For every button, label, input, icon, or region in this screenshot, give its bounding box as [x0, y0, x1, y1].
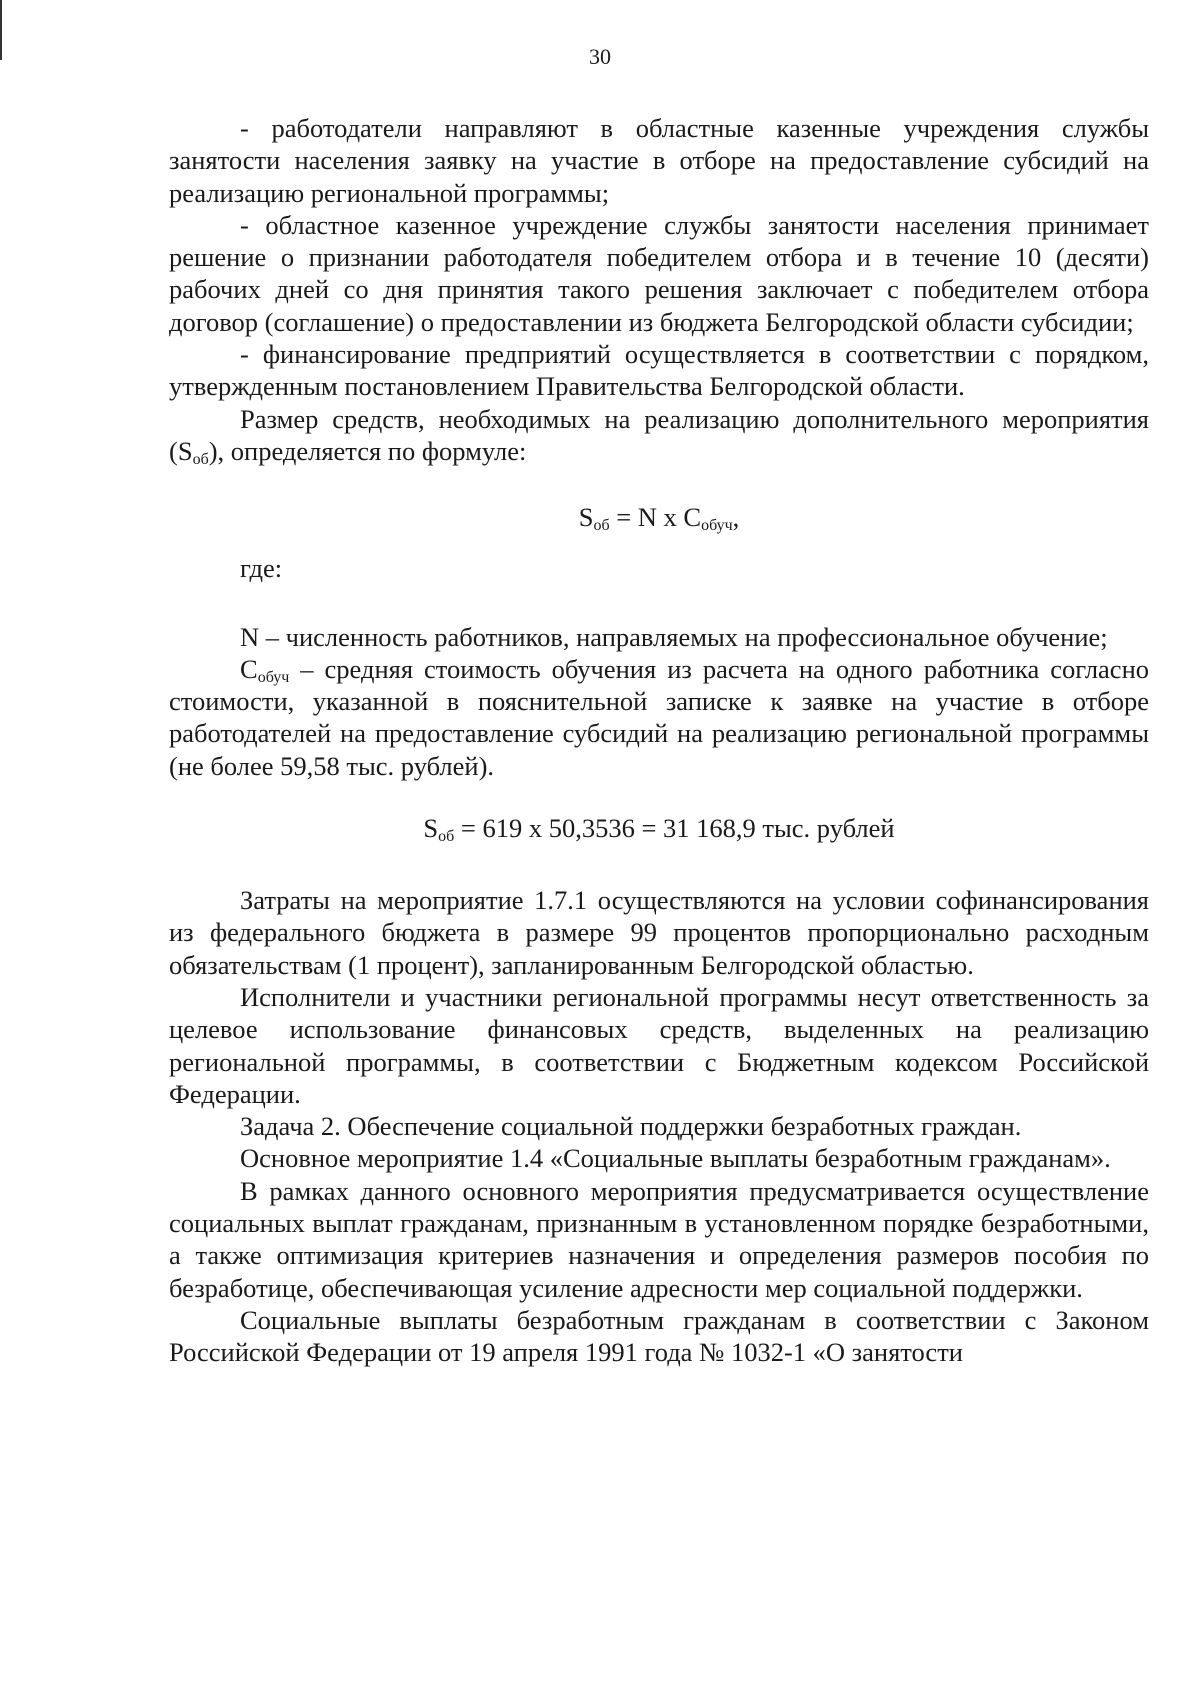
paragraph-cofinancing: Затраты на мероприятие 1.7.1 осуществляются на условии софинансирования из федерального бюджета в размере 99 процентов пропорционально расходным обязательствам (1 процент), запланированным Белгородской областью. — [169, 885, 1149, 980]
paragraph-main-activity: Основное мероприятие 1.4 «Социальные выплаты безработным гражданам». — [240, 1143, 1111, 1174]
funds-size-text-end: ), определяется по формуле: — [208, 435, 527, 466]
formula-calculation — [169, 812, 1149, 844]
paragraph-responsibility: Исполнители и участники региональной программы несут ответственность за целевое использование финансовых средств, выделенных на реализацию региональной программы, в соответствии с Бюджетным кодексом Российской Федерации. — [169, 981, 1149, 1109]
paragraph-where: где: — [240, 553, 283, 584]
c-definition-text: – средняя стоимость обучения из расчета на одного работника согласно стоимости, указанной в пояснительной записке к заявке на участие в отборе работодателей на предоставление субсидий на реализацию региональной программы (не более 59,58 тыс. рублей). — [169, 653, 1149, 781]
paragraph-funds-size — [169, 403, 1149, 468]
formula-calculation-s-subscript: об — [438, 828, 455, 846]
funds-size-text-start: Размер средств, необходимых на реализацию дополнительного мероприятия (S — [169, 403, 1149, 466]
formula-general-middle: = N x C — [609, 502, 702, 533]
formula-general-c-subscript: обуч — [701, 517, 733, 535]
paragraph-employers-apply: - работодатели направляют в областные казенные учреждения службы занятости населения заявку на участие в отборе на предоставление субсидий на реализацию региональной программы; — [169, 113, 1149, 208]
c-definition-symbol: C — [240, 653, 258, 684]
spacer — [169, 585, 1149, 621]
funds-size-subscript: об — [192, 450, 209, 468]
paragraph-institution-decision: - областное казенное учреждение службы занятости населения принимает решение о признании работодателя победителем отбора и в течение 10 (десяти) рабочих дней со дня принятия такого решения заключает с победителем отбора договор (соглашение) о предоставлении из бюджета Белгородской области субсидии; — [169, 209, 1149, 337]
paragraph-task-2: Задача 2. Обеспечение социальной поддержки безработных граждан. — [240, 1111, 1022, 1142]
formula-general-s-subscript: об — [593, 517, 610, 535]
formula-calculation-rest: = 619 x 50,3536 = 31 168,9 тыс. рублей — [454, 813, 895, 844]
document-body — [169, 112, 1149, 1369]
paragraph-social-payments: Социальные выплаты безработным гражданам в соответствии с Законом Российской Федерации от 19 апреля 1991 года № 1032-1 «О занятости — [169, 1304, 1149, 1368]
formula-general — [169, 501, 1149, 533]
formula-calculation-s: S — [423, 813, 439, 844]
c-definition-subscript: обуч — [257, 668, 290, 686]
paragraph-n-definition: N – численность работников, направляемых на профессиональное обучение; — [240, 621, 1108, 652]
formula-general-s: S — [578, 502, 594, 533]
page-number: 30 — [589, 44, 611, 69]
paragraph-activity-scope: В рамках данного основного мероприятия предусматривается осуществление социальных выплат гражданам, признанным в установленном порядке безработными, а также оптимизация критериев назначения и определения размеров пособия по безработице, обеспечивающая усиление адресности мер социальной поддержки. — [169, 1175, 1149, 1303]
paragraph-financing: - финансирование предприятий осуществляется в соответствии с порядком, утвержденным постановлением Правительства Белгородской области. — [169, 339, 1149, 402]
paragraph-c-definition — [169, 653, 1149, 782]
formula-general-end: , — [732, 502, 740, 533]
